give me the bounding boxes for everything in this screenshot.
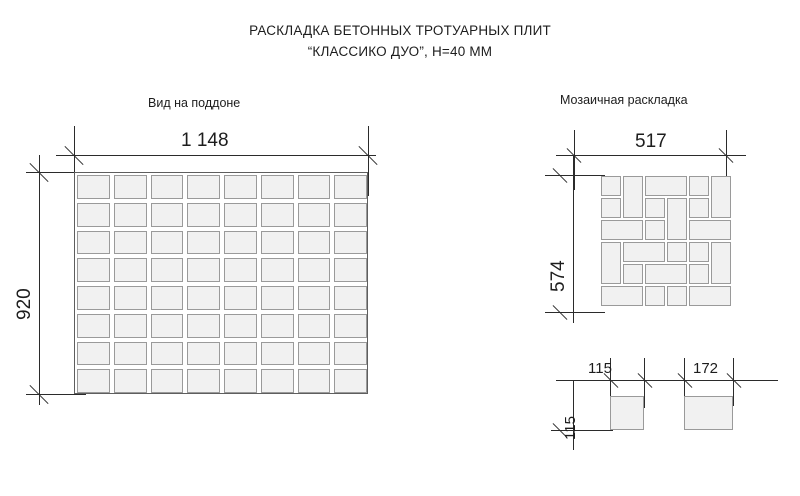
mosaic-tile — [667, 242, 687, 262]
pallet-tile — [261, 369, 294, 393]
mosaic-tile — [689, 264, 709, 284]
pallet-tile — [334, 369, 367, 393]
pallet-tile — [224, 369, 257, 393]
mosaic-height-dimension: 574 — [548, 260, 569, 292]
mosaic-tile — [601, 242, 621, 284]
mosaic-left-ext-vline — [574, 130, 575, 190]
pallet-tile — [151, 342, 184, 366]
pallet-tile — [224, 258, 257, 282]
mosaic-tile — [711, 176, 731, 218]
tile2-top-dim-line — [660, 380, 778, 381]
pallet-tile — [114, 175, 147, 199]
mosaic-tile — [645, 176, 687, 196]
pallet-tile — [224, 286, 257, 310]
pallet-tile — [334, 258, 367, 282]
pallet-tile — [187, 175, 220, 199]
pallet-tile — [114, 286, 147, 310]
mosaic-tile — [667, 198, 687, 240]
mosaic-bottom-ext-hline — [545, 312, 605, 313]
pallet-tile — [261, 258, 294, 282]
pallet-tile — [261, 231, 294, 255]
mosaic-tile — [689, 198, 709, 218]
pallet-tile — [77, 314, 110, 338]
mosaic-tile — [645, 286, 665, 306]
pallet-tile — [77, 286, 110, 310]
tile1-right-ext-vline — [644, 358, 645, 408]
pallet-tile — [187, 314, 220, 338]
pallet-tile — [334, 203, 367, 227]
pallet-tile — [114, 314, 147, 338]
pallet-tile — [298, 369, 331, 393]
pallet-tile — [187, 286, 220, 310]
pallet-tile — [77, 203, 110, 227]
mosaic-tile — [601, 286, 643, 306]
pallet-tile — [187, 258, 220, 282]
mosaic-tile — [711, 242, 731, 284]
pallet-tile — [187, 203, 220, 227]
pallet-tile — [261, 175, 294, 199]
pallet-tile — [224, 342, 257, 366]
section-label-mosaic: Мозаичная раскладка — [560, 93, 688, 107]
pallet-tile — [298, 314, 331, 338]
small-tile-172 — [684, 396, 733, 430]
mosaic-tile — [601, 198, 621, 218]
pallet-tile — [224, 175, 257, 199]
pallet-tile — [151, 286, 184, 310]
pallet-tile — [224, 314, 257, 338]
pallet-tile — [151, 175, 184, 199]
mosaic-tile — [645, 264, 687, 284]
pallet-height-dimension: 920 — [14, 288, 35, 320]
pallet-tile — [77, 342, 110, 366]
mosaic-tile — [645, 220, 665, 240]
mosaic-tile-pattern — [600, 175, 726, 312]
pallet-tile — [261, 342, 294, 366]
pallet-tile — [77, 175, 110, 199]
pallet-tile — [334, 231, 367, 255]
pallet-width-dimension: 1 148 — [181, 130, 229, 151]
mosaic-left-dim-line — [573, 155, 574, 323]
pallet-tile — [114, 203, 147, 227]
pallet-tile — [298, 342, 331, 366]
pallet-tile — [187, 369, 220, 393]
tile1-height-dimension: 115 — [562, 416, 579, 440]
pallet-tile — [151, 369, 184, 393]
tile1-top-dim-line — [556, 380, 676, 381]
pallet-tile — [298, 231, 331, 255]
mosaic-tile — [623, 242, 665, 262]
mosaic-tile — [645, 198, 665, 218]
mosaic-tile — [689, 286, 731, 306]
pallet-right-ext-vline — [368, 126, 369, 196]
mosaic-tile — [667, 286, 687, 306]
pallet-tile — [114, 258, 147, 282]
pallet-tile — [334, 286, 367, 310]
pallet-tile — [261, 314, 294, 338]
section-label-pallet: Вид на поддоне — [148, 96, 241, 110]
pallet-tile — [224, 203, 257, 227]
page-title-line1: РАСКЛАДКА БЕТОННЫХ ТРОТУАРНЫХ ПЛИТ — [249, 23, 551, 38]
mosaic-tile — [601, 176, 621, 196]
pallet-tile — [298, 203, 331, 227]
pallet-tile — [334, 342, 367, 366]
pallet-tile — [298, 258, 331, 282]
pallet-tile — [151, 258, 184, 282]
pallet-bottom-ext-hline — [26, 394, 86, 395]
pallet-tile — [187, 342, 220, 366]
small-tile-115 — [610, 396, 644, 430]
pallet-tile — [224, 231, 257, 255]
pallet-tile — [187, 231, 220, 255]
pallet-tile — [114, 231, 147, 255]
mosaic-width-dimension: 517 — [635, 131, 667, 152]
pallet-tile — [77, 231, 110, 255]
tile2-width-dimension: 172 — [693, 360, 719, 377]
pallet-tile — [114, 369, 147, 393]
pallet-tile — [261, 203, 294, 227]
mosaic-tile — [623, 176, 643, 218]
pallet-tile — [298, 175, 331, 199]
mosaic-top-ext-hline — [545, 175, 605, 176]
tile1-width-dimension: 115 — [588, 360, 612, 377]
pallet-tile-grid — [74, 172, 368, 394]
pallet-tile — [261, 286, 294, 310]
pallet-tile — [77, 369, 110, 393]
pallet-tile — [298, 286, 331, 310]
mosaic-top-dim-line — [556, 155, 746, 156]
pallet-left-dim-line — [39, 155, 40, 405]
pallet-tile — [334, 314, 367, 338]
page-title-line2: “КЛАССИКО ДУО”, H=40 ММ — [307, 44, 493, 59]
pallet-tile — [151, 314, 184, 338]
mosaic-tile — [601, 220, 643, 240]
pallet-tile — [77, 258, 110, 282]
mosaic-tile — [689, 242, 709, 262]
pallet-tile — [151, 231, 184, 255]
pallet-tile — [151, 203, 184, 227]
mosaic-tile — [623, 264, 643, 284]
pallet-tile — [334, 175, 367, 199]
pallet-tile — [114, 342, 147, 366]
pallet-top-dim-line — [56, 155, 376, 156]
mosaic-tile — [689, 220, 731, 240]
mosaic-tile — [689, 176, 709, 196]
